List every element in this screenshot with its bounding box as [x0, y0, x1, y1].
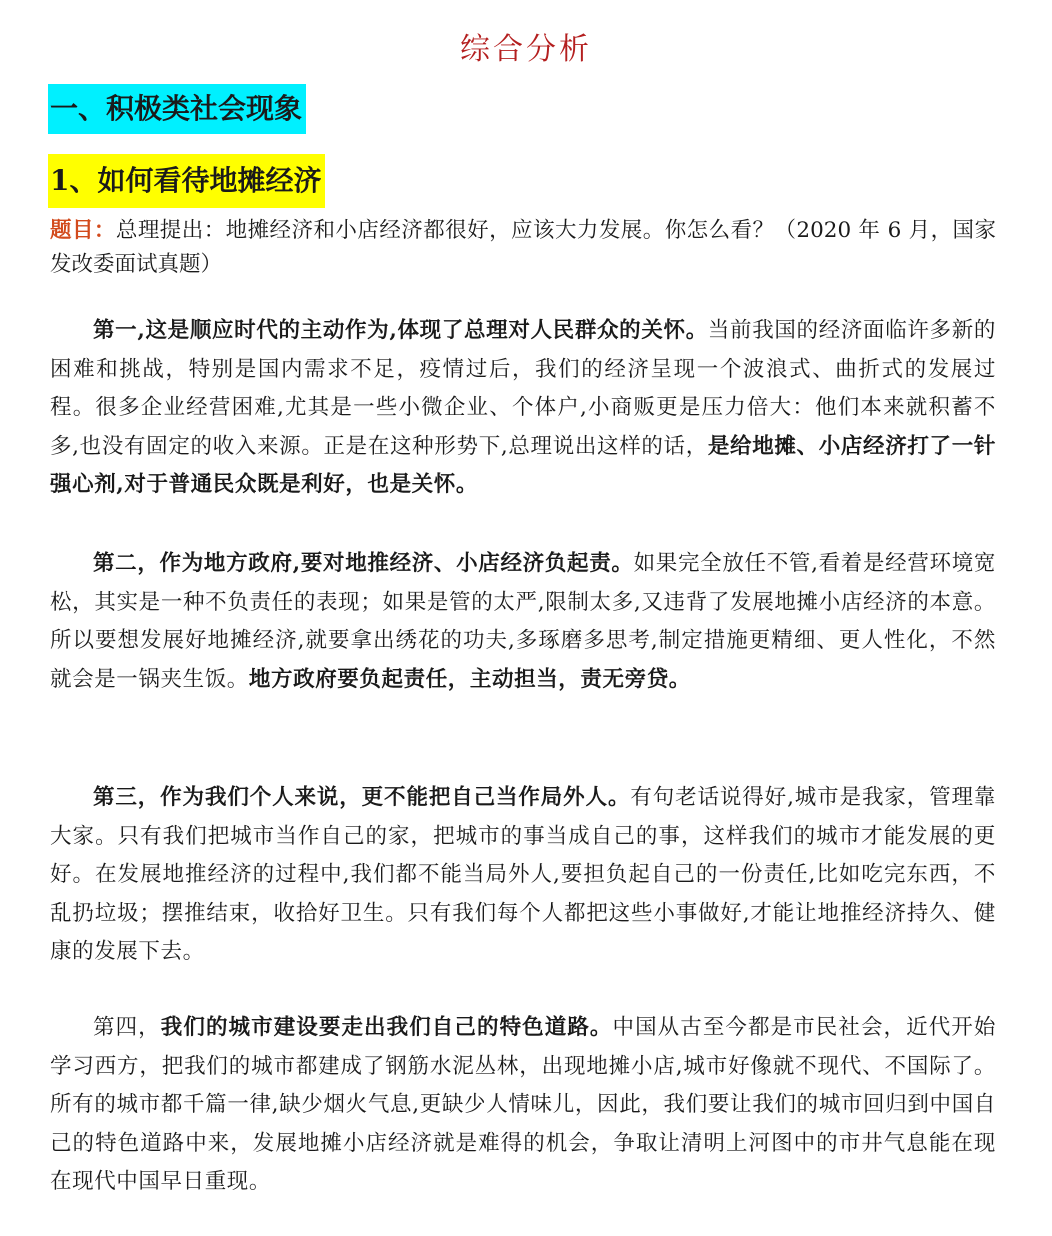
paragraph-1	[50, 312, 996, 505]
paragraph-2-lead: 第二，作为地方政府,要对地推经济、小店经济负起责。	[93, 551, 634, 576]
topic-heading: 1、如何看待地摊经济	[48, 154, 325, 208]
paragraph-2-conclusion: 地方政府要负起责任，主动担当，责无旁贷。	[248, 666, 691, 692]
paragraph-1-lead: 第一,这是顺应时代的主动作为,体现了总理对人民群众的关怀。	[93, 318, 708, 343]
paragraph-4	[50, 1009, 996, 1202]
document-title: 综合分析	[460, 32, 592, 67]
question-block	[50, 214, 996, 282]
paragraph-2	[50, 545, 996, 699]
paragraph-4-lead: 我们的城市建设要走出我们自己的特色道路。	[160, 1015, 613, 1040]
question-label: 题目：	[50, 218, 116, 243]
question-text: 总理提出：地摊经济和小店经济都很好，应该大力发展。你怎么看？（2020 年 6 月，国家发改委面试真题）	[50, 218, 996, 277]
section-heading: 一、积极类社会现象	[48, 84, 306, 134]
paragraph-3	[50, 779, 996, 972]
paragraph-4-prefix: 第四，	[93, 1015, 161, 1040]
paragraph-4-body: 中国从古至今都是市民社会，近代开始学习西方，把我们的城市都建成了钢筋水泥丛林，出现地摊小店,城市好像就不现代、不国际了。所有的城市都千篇一律,缺少烟火气息,更缺少人情味儿，因此，我们要让我们的城市回归到中国自己的特色道路中来，发展地摊小店经济就是难得的机会，争取让清明上河图中的市井气息能在现在现代中国早日重现。	[50, 1015, 996, 1194]
paragraph-1-conclusion: 是给地摊、小店经济打了一针强心剂,对于普通民众既是利好，也是关怀。	[50, 433, 996, 497]
paragraph-3-lead: 第三，作为我们个人来说，更不能把自己当作局外人。	[93, 785, 631, 810]
paragraph-3-body: 有句老话说得好,城市是我家，管理靠大家。只有我们把城市当作自己的家，把城市的事当成自己的事，这样我们的城市才能发展的更好。在发展地推经济的过程中,我们都不能当局外人,要担负起自己的一份责任,比如吃完东西，不乱扔垃圾；摆推结束，收拾好卫生。只有我们每个人都把这些小事做好,才能让地推经济持久、健康的发展下去。	[50, 785, 996, 964]
paragraph-2-body: 如果完全放任不管,看着是经营环境宽松，其实是一种不负责任的表现；如果是管的太严,限制太多,又违背了发展地摊小店经济的本意。所以要想发展好地摊经济,就要拿出绣花的功夫,多琢磨多思考,制定措施更精细、更人性化，不然就会是一锅夹生饭。	[50, 551, 996, 692]
paragraph-1-body: 当前我国的经济面临许多新的困难和挑战，特别是国内需求不足，疫情过后，我们的经济呈现一个波浪式、曲折式的发展过程。很多企业经营困难,尤其是一些小微企业、个体户,小商贩更是压力倍大：他们本来就积蓄不多,也没有固定的收入来源。正是在这种形势下,总理说出这样的话，	[50, 318, 996, 459]
